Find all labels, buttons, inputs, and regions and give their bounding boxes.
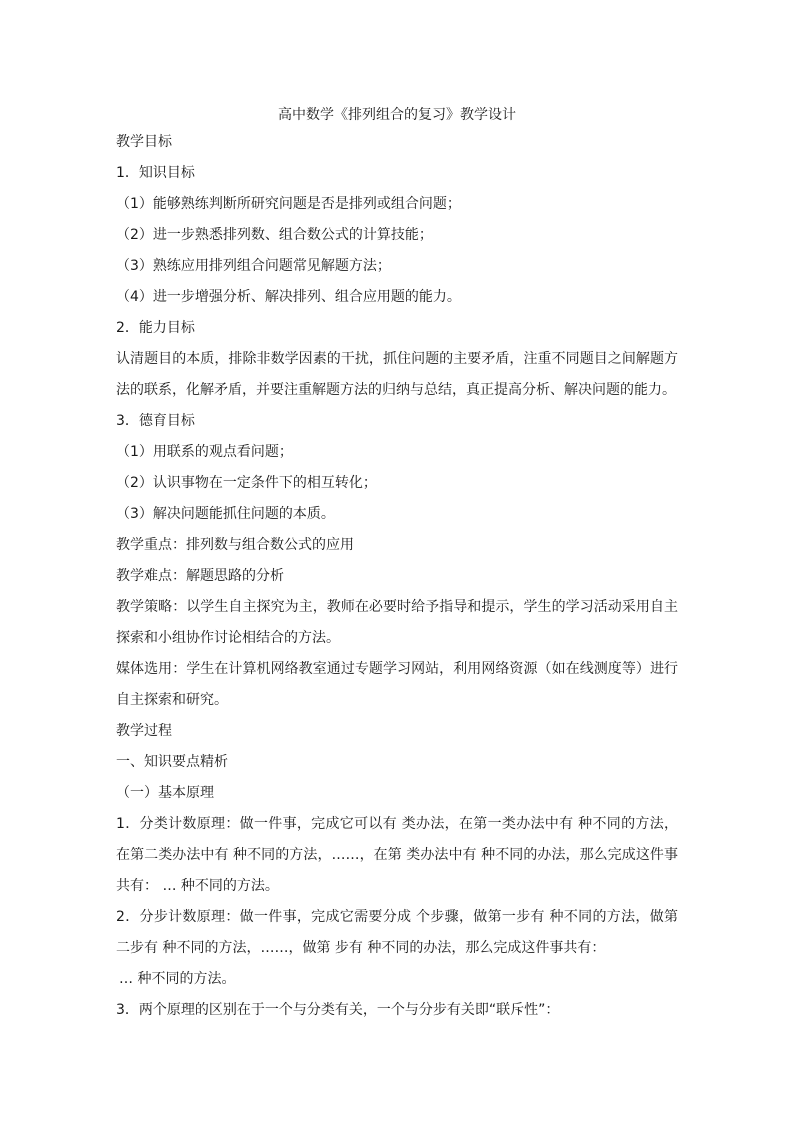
paragraph-principle-difference: 3．两个原理的区别在于一个与分类有关，一个与分步有关即“联斥性”： (116, 1002, 560, 1018)
subheading-knowledge-goals: 1．知识目标 (116, 165, 195, 181)
subheading-basic-principles: （一）基本原理 (116, 785, 214, 801)
list-item: （1）用联系的观点看问题； (116, 444, 293, 460)
media-selection: 媒体选用：学生在计算机网络教室通过专题学习网站，利用网络资源（如在线测度等）进行自主探索和研究。 (116, 661, 678, 708)
teaching-strategy: 教学策略：以学生自主探究为主，教师在必要时给予指导和提示，学生的学习活动采用自主探索和小组协作讨论相结合的方法。 (116, 599, 678, 646)
document-title: 高中数学《排列组合的复习》教学设计 (278, 107, 516, 123)
subheading-moral-goals: 3．德育目标 (116, 413, 195, 429)
teaching-difficulty: 教学难点：解题思路的分析 (116, 568, 284, 584)
section-heading-teaching-goals: 教学目标 (116, 134, 172, 150)
list-item: （3）熟练应用排列组合问题常见解题方法； (116, 258, 391, 274)
subheading-knowledge-points: 一、知识要点精析 (116, 754, 228, 770)
section-heading-teaching-process: 教学过程 (116, 723, 172, 739)
paragraph-step-principle: 2．分步计数原理：做一件事，完成它需要分成 个步骤，做第一步有 种不同的方法，做第二步有 种不同的方法，……，做第 步有 种不同的办法，那么完成这件事共有： (116, 909, 678, 956)
list-item: （1）能够熟练判断所研究问题是否是排列或组合问题； (116, 196, 461, 212)
paragraph: 认清题目的本质，排除非数学因素的干扰，抓住问题的主要矛盾，注重不同题目之间解题方法的联系，化解矛盾，并要注重解题方法的归纳与总结，真正提高分析、解决问题的能力。 (116, 351, 678, 398)
list-item: （3）解决问题能抓住问题的本质。 (116, 506, 335, 522)
list-item: （2）进一步熟悉排列数、组合数公式的计算技能； (116, 227, 433, 243)
paragraph-continuation: … 种不同的方法。 (119, 971, 236, 987)
paragraph-classification-principle: 1．分类计数原理：做一件事，完成它可以有 类办法，在第一类办法中有 种不同的方法，在第二类办法中有 种不同的方法，……，在第 类办法中有 种不同的办法，那么完成这件事共有： … 种不同的方法。 (116, 816, 678, 894)
list-item: （2）认识事物在一定条件下的相互转化； (116, 475, 377, 491)
teaching-key-point: 教学重点：排列数与组合数公式的应用 (116, 537, 354, 553)
document-body (116, 127, 678, 1026)
subheading-ability-goals: 2．能力目标 (116, 320, 195, 336)
list-item: （4）进一步增强分析、解决排列、组合应用题的能力。 (116, 289, 461, 305)
